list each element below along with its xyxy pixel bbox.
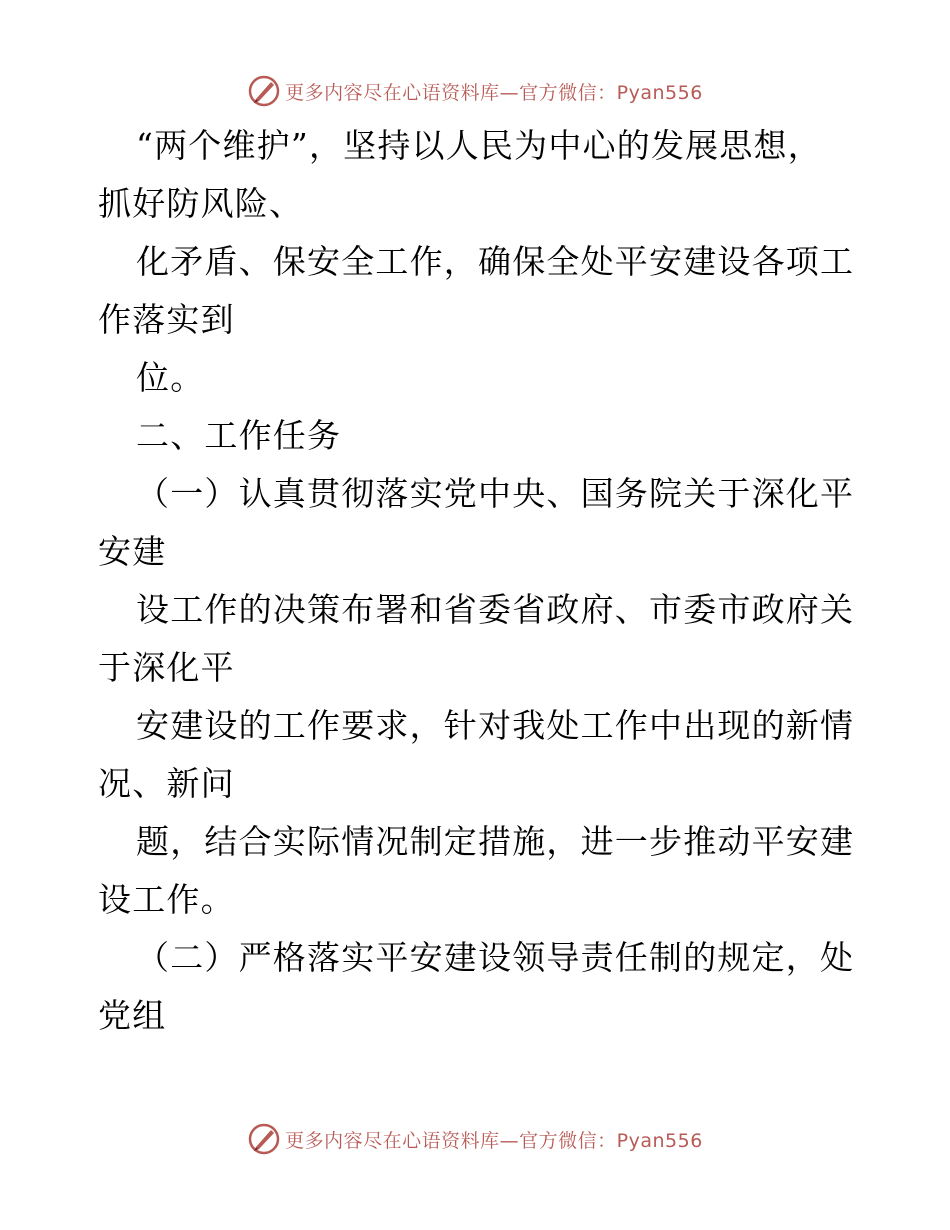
body-line: “两个维护”，坚持以人民为中心的发展思想， bbox=[136, 126, 822, 165]
body-line: 于深化平 bbox=[98, 648, 235, 687]
body-line: 况、新问 bbox=[98, 764, 235, 803]
footer-banner-text: 更多内容尽在心语资料库—官方微信：Pyan556 bbox=[285, 1129, 703, 1152]
body-line: 设工作。 bbox=[98, 880, 235, 919]
body-line: 安建 bbox=[98, 532, 167, 571]
section-heading: 二、工作任务 bbox=[136, 416, 342, 455]
body-line: 党组 bbox=[98, 996, 167, 1035]
body-line: 位。 bbox=[136, 358, 205, 397]
footer-banner bbox=[0, 1119, 950, 1159]
body-line: 化矛盾、保安全工作，确保全处平安建设各项工 bbox=[136, 242, 855, 281]
header-banner bbox=[0, 71, 950, 111]
header-banner-text: 更多内容尽在心语资料库—官方微信：Pyan556 bbox=[285, 81, 703, 104]
body-line: （二）严格落实平安建设领导责任制的规定，处 bbox=[136, 938, 855, 977]
body-line: 题，结合实际情况制定措施，进一步推动平安建 bbox=[136, 822, 855, 861]
body-line: 作落实到 bbox=[98, 300, 235, 339]
body-line: 抓好防风险、 bbox=[98, 184, 304, 223]
body-line: （一）认真贯彻落实党中央、国务院关于深化平 bbox=[136, 474, 855, 513]
document-body bbox=[98, 117, 858, 1045]
body-line: 设工作的决策布署和省委省政府、市委市政府关 bbox=[136, 590, 855, 629]
quill-pen-icon bbox=[247, 1122, 281, 1156]
body-line: 安建设的工作要求，针对我处工作中出现的新情 bbox=[136, 706, 855, 745]
quill-pen-icon bbox=[247, 74, 281, 108]
